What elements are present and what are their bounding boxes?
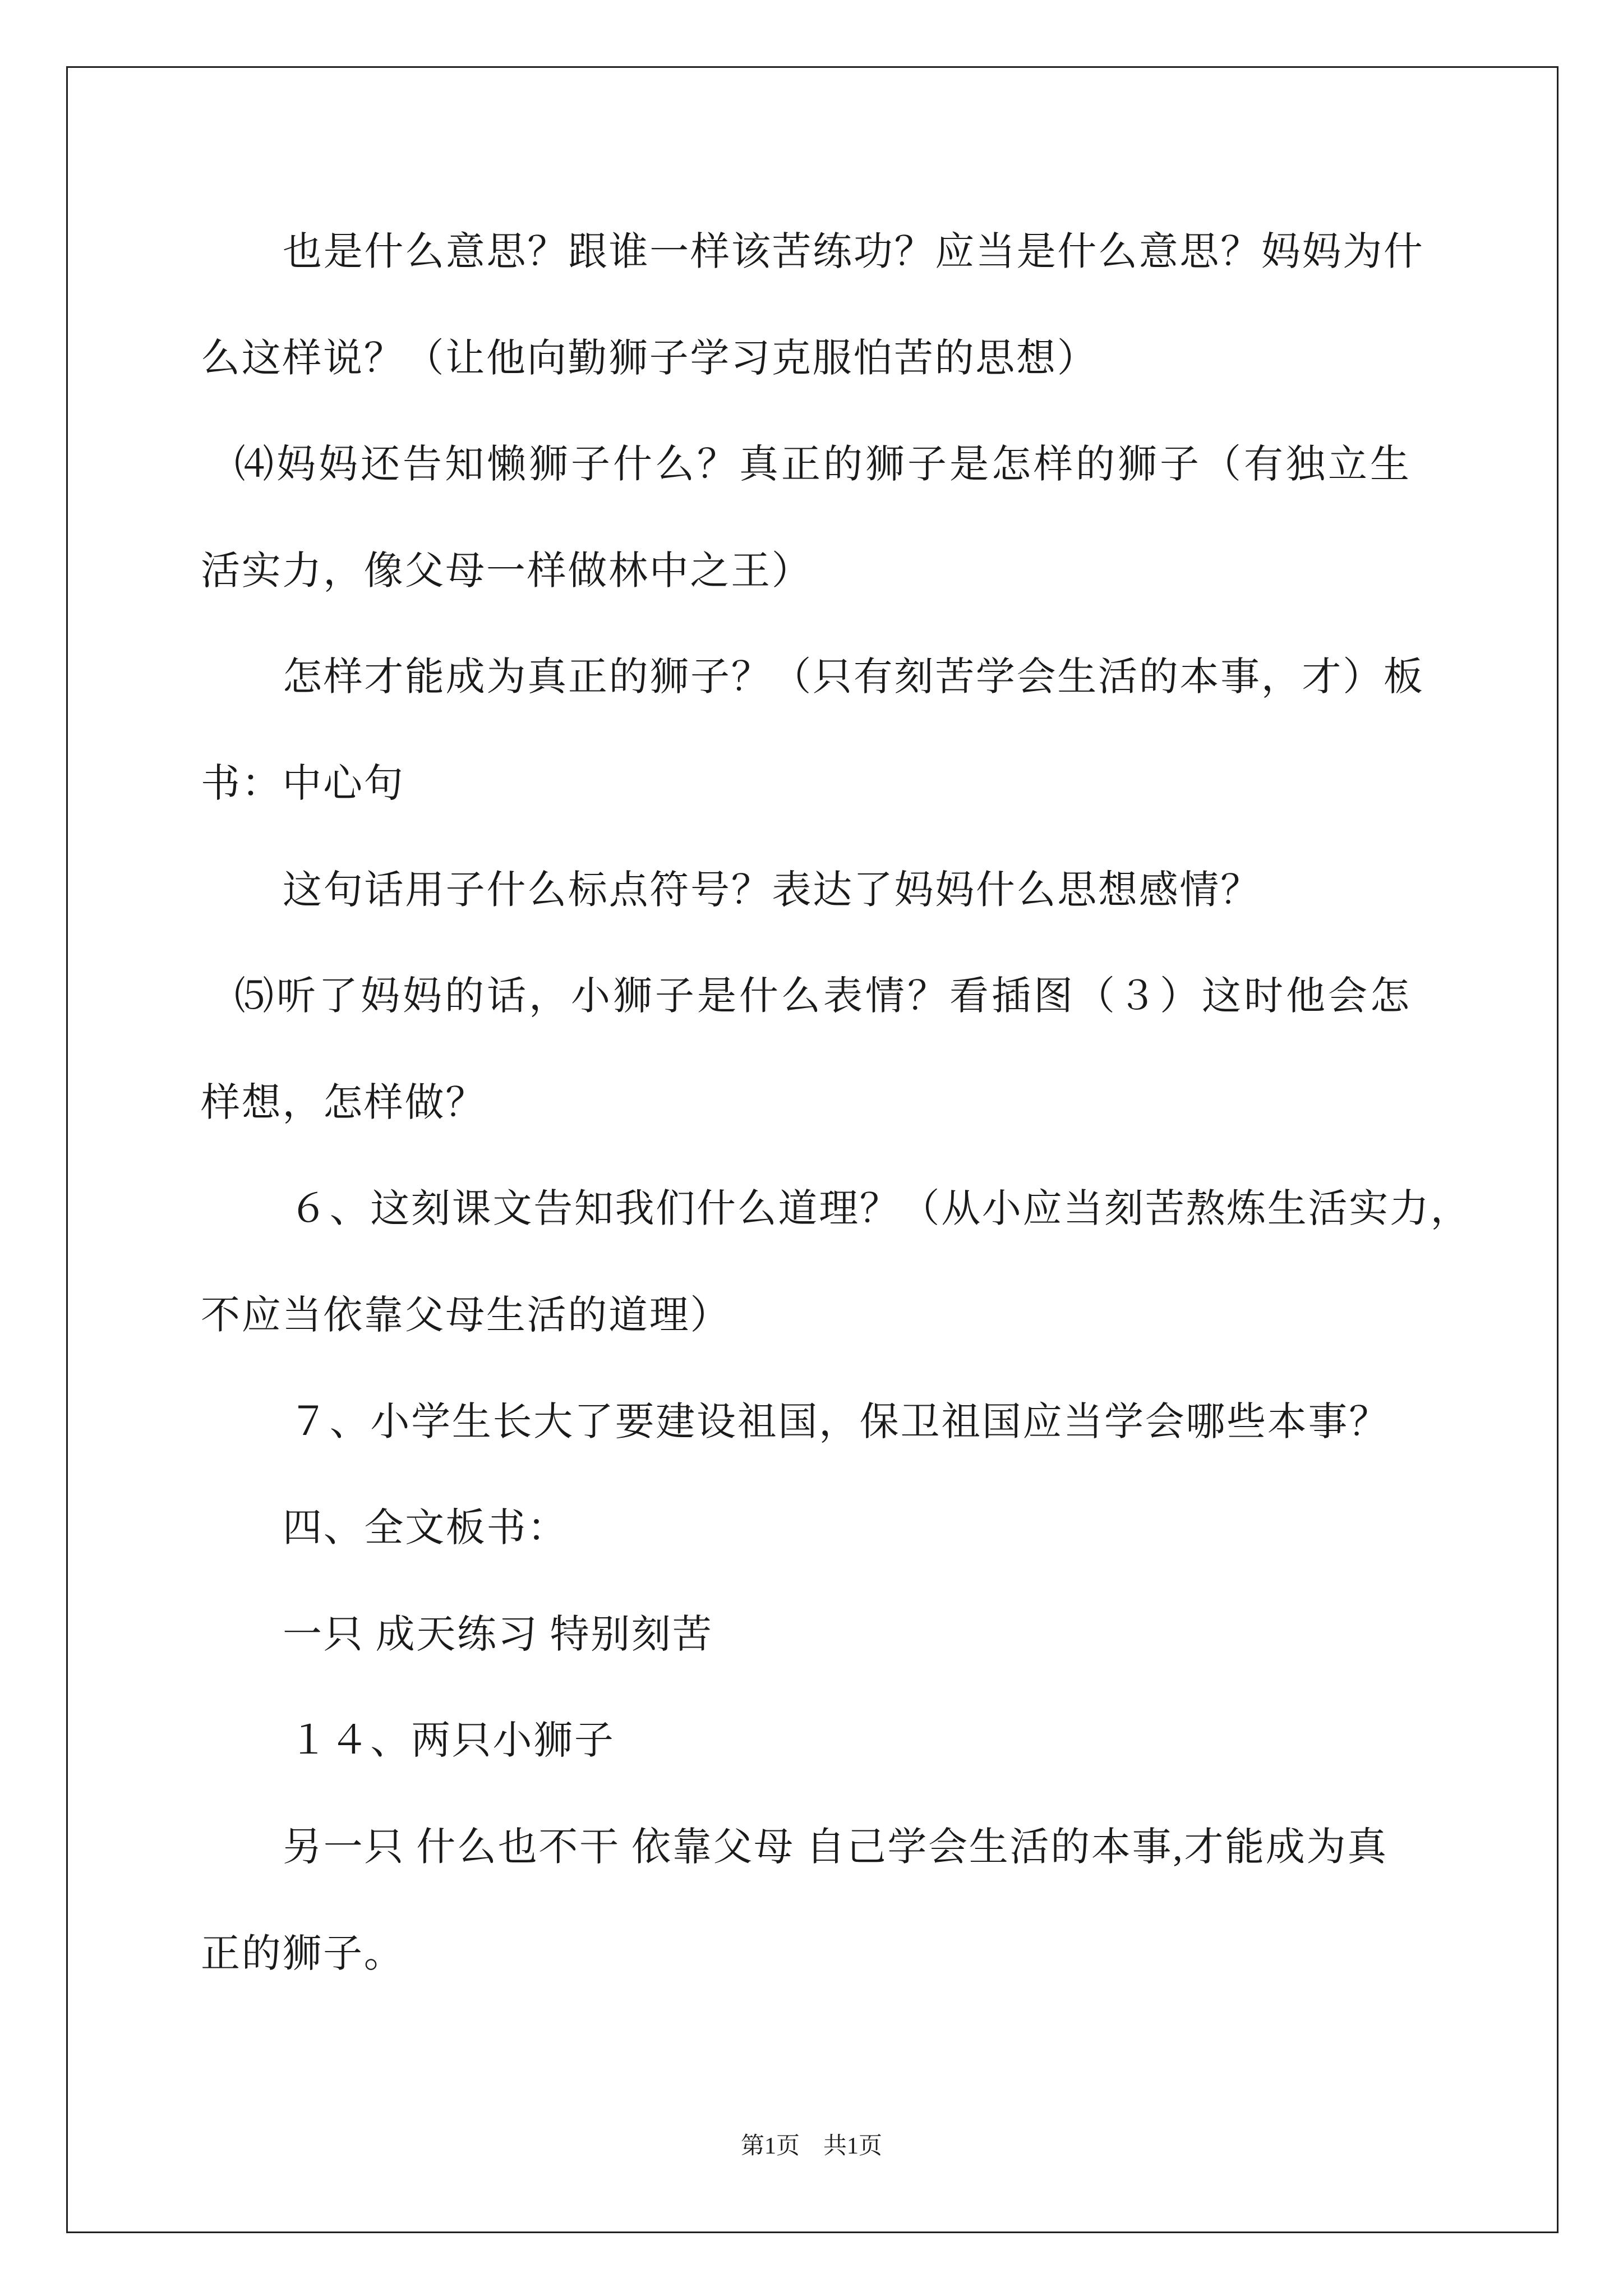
- paragraph-line: ７、小学生长大了要建设祖国，保卫祖国应当学会哪些本事？: [289, 1400, 1390, 1444]
- paragraph-line: 也是什么意思？跟谁一样该苦练功？应当是什么意思？妈妈为什: [283, 231, 1424, 274]
- paragraph-line: 不应当依靠父母生活的道理）: [201, 1294, 731, 1337]
- paragraph: [201, 1156, 1491, 1369]
- paragraph-line: 样想，怎样做？: [201, 1081, 486, 1125]
- paragraph: [201, 1582, 1491, 1688]
- section-heading: 四、全文板书：: [283, 1507, 568, 1550]
- paragraph: [201, 838, 1491, 944]
- paragraph-line: ⑷妈妈还告知懒狮子什么？真正的狮子是怎样的狮子（有独立生: [234, 443, 1412, 487]
- paragraph-line: 正的狮子。: [201, 1932, 405, 1976]
- paragraph-line: 活实力，像父母一样做林中之王）: [201, 549, 813, 593]
- document-body: [201, 199, 1491, 2007]
- paragraph: [201, 1795, 1491, 2007]
- board-line: 一只 成天练习 特别刻苦: [283, 1613, 713, 1657]
- paragraph: [201, 1369, 1491, 1476]
- board-line: 另一只 什么也不干 依靠父母 自己学会生活的本事,才能成为真: [283, 1825, 1388, 1869]
- paragraph-line: ⑸听了妈妈的话，小狮子是什么表情？看插图（３）这时他会怎: [234, 975, 1412, 1019]
- paragraph-line: 么这样说？（让他向勤狮子学习克服怕苦的思想）: [201, 337, 1098, 380]
- paragraph: [201, 412, 1491, 624]
- paragraph-line: ６、这刻课文告知我们什么道理？（从小应当刻苦熬炼生活实力，: [289, 1188, 1472, 1231]
- paragraph-line: 这句话用子什么标点符号？表达了妈妈什么思想感情？: [283, 868, 1261, 912]
- paragraph-line: 书：中心句: [201, 762, 405, 806]
- lesson-title: １４、两只小狮子: [289, 1719, 615, 1763]
- paragraph: [201, 944, 1491, 1156]
- paragraph: [201, 1475, 1491, 1582]
- paragraph: [201, 199, 1491, 412]
- paragraph-line: 怎样才能成为真正的狮子？（只有刻苦学会生活的本事，才）板: [283, 656, 1424, 700]
- paragraph: [201, 624, 1491, 837]
- paragraph: [201, 1688, 1491, 1795]
- page-footer: 第1页 共1页: [740, 2133, 882, 2159]
